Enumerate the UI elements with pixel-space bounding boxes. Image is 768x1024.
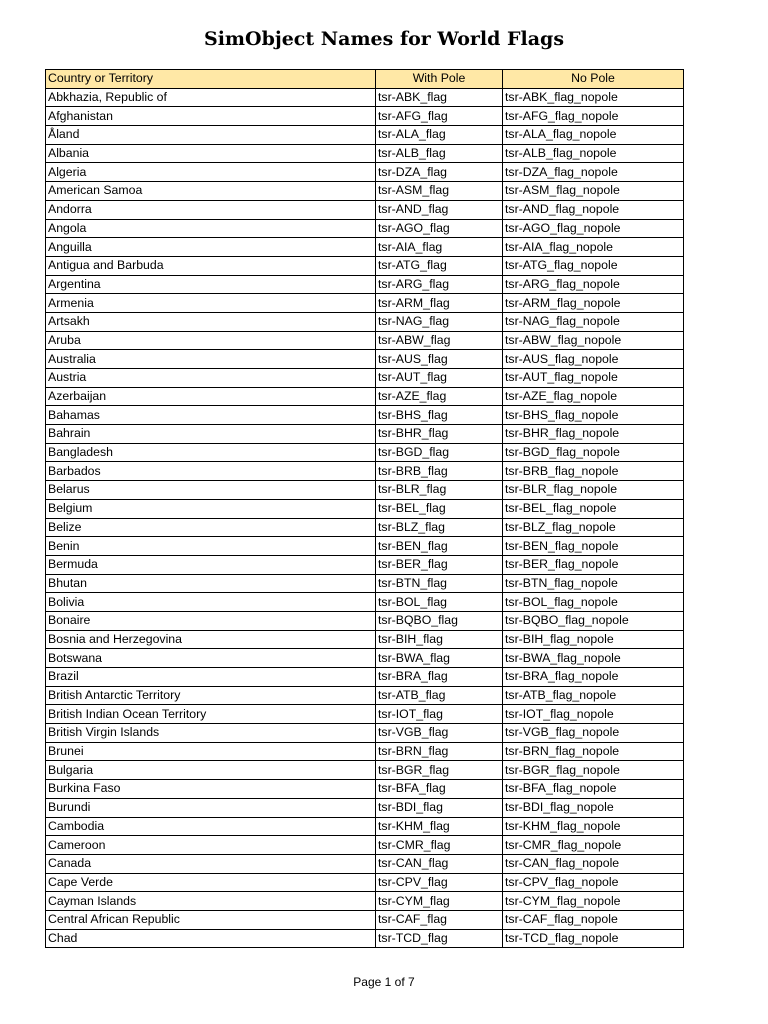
table-header-row <box>46 70 684 89</box>
no-pole-cell: tsr-BWA_flag_nopole <box>503 649 684 668</box>
with-pole-cell: tsr-BGD_flag <box>376 443 503 462</box>
no-pole-cell: tsr-CYM_flag_nopole <box>503 892 684 911</box>
table-row <box>46 238 684 257</box>
country-cell: Bosnia and Herzegovina <box>46 630 376 649</box>
country-cell: Chad <box>46 929 376 948</box>
country-cell: Central African Republic <box>46 910 376 929</box>
table-row <box>46 518 684 537</box>
country-cell: Bonaire <box>46 611 376 630</box>
with-pole-cell: tsr-BRN_flag <box>376 742 503 761</box>
with-pole-cell: tsr-NAG_flag <box>376 312 503 331</box>
with-pole-cell: tsr-ALB_flag <box>376 144 503 163</box>
header-country: Country or Territory <box>46 70 376 89</box>
no-pole-cell: tsr-VGB_flag_nopole <box>503 724 684 743</box>
country-cell: Cape Verde <box>46 873 376 892</box>
country-cell: Cambodia <box>46 817 376 836</box>
table-row <box>46 910 684 929</box>
table-body <box>46 88 684 948</box>
table-row <box>46 107 684 126</box>
country-cell: British Indian Ocean Territory <box>46 705 376 724</box>
table-row <box>46 555 684 574</box>
no-pole-cell: tsr-AND_flag_nopole <box>503 200 684 219</box>
country-cell: Bahamas <box>46 406 376 425</box>
with-pole-cell: tsr-CPV_flag <box>376 873 503 892</box>
table-row <box>46 929 684 948</box>
with-pole-cell: tsr-BRB_flag <box>376 462 503 481</box>
header-no-pole: No Pole <box>503 70 684 89</box>
no-pole-cell: tsr-ARG_flag_nopole <box>503 275 684 294</box>
country-cell: Burundi <box>46 798 376 817</box>
with-pole-cell: tsr-AUT_flag <box>376 369 503 388</box>
with-pole-cell: tsr-BFA_flag <box>376 780 503 799</box>
country-cell: Bolivia <box>46 593 376 612</box>
no-pole-cell: tsr-BQBO_flag_nopole <box>503 611 684 630</box>
with-pole-cell: tsr-AZE_flag <box>376 387 503 406</box>
country-cell: Bangladesh <box>46 443 376 462</box>
table-row <box>46 219 684 238</box>
country-cell: Cameroon <box>46 836 376 855</box>
country-cell: Barbados <box>46 462 376 481</box>
country-cell: Azerbaijan <box>46 387 376 406</box>
with-pole-cell: tsr-BEL_flag <box>376 499 503 518</box>
with-pole-cell: tsr-CYM_flag <box>376 892 503 911</box>
no-pole-cell: tsr-BFA_flag_nopole <box>503 780 684 799</box>
with-pole-cell: tsr-IOT_flag <box>376 705 503 724</box>
table-row <box>46 481 684 500</box>
table-row <box>46 369 684 388</box>
country-cell: Bahrain <box>46 425 376 444</box>
no-pole-cell: tsr-ABW_flag_nopole <box>503 331 684 350</box>
country-cell: Belarus <box>46 481 376 500</box>
table-row <box>46 854 684 873</box>
country-cell: British Antarctic Territory <box>46 686 376 705</box>
with-pole-cell: tsr-AFG_flag <box>376 107 503 126</box>
with-pole-cell: tsr-BEN_flag <box>376 537 503 556</box>
no-pole-cell: tsr-BLR_flag_nopole <box>503 481 684 500</box>
country-cell: Afghanistan <box>46 107 376 126</box>
with-pole-cell: tsr-CAN_flag <box>376 854 503 873</box>
table-row <box>46 294 684 313</box>
country-cell: Botswana <box>46 649 376 668</box>
table-row <box>46 686 684 705</box>
no-pole-cell: tsr-BRA_flag_nopole <box>503 668 684 687</box>
page-title: SimObject Names for World Flags <box>203 28 565 50</box>
no-pole-cell: tsr-ABK_flag_nopole <box>503 88 684 107</box>
table-row <box>46 163 684 182</box>
with-pole-cell: tsr-AUS_flag <box>376 350 503 369</box>
no-pole-cell: tsr-BHS_flag_nopole <box>503 406 684 425</box>
no-pole-cell: tsr-ATG_flag_nopole <box>503 256 684 275</box>
table-row <box>46 331 684 350</box>
table-row <box>46 668 684 687</box>
table-row <box>46 425 684 444</box>
country-cell: Burkina Faso <box>46 780 376 799</box>
table-row <box>46 499 684 518</box>
no-pole-cell: tsr-CMR_flag_nopole <box>503 836 684 855</box>
no-pole-cell: tsr-BRN_flag_nopole <box>503 742 684 761</box>
no-pole-cell: tsr-BGR_flag_nopole <box>503 761 684 780</box>
no-pole-cell: tsr-BEN_flag_nopole <box>503 537 684 556</box>
table-row <box>46 742 684 761</box>
no-pole-cell: tsr-BOL_flag_nopole <box>503 593 684 612</box>
no-pole-cell: tsr-AGO_flag_nopole <box>503 219 684 238</box>
with-pole-cell: tsr-BHR_flag <box>376 425 503 444</box>
no-pole-cell: tsr-IOT_flag_nopole <box>503 705 684 724</box>
country-cell: Argentina <box>46 275 376 294</box>
no-pole-cell: tsr-BIH_flag_nopole <box>503 630 684 649</box>
no-pole-cell: tsr-BDI_flag_nopole <box>503 798 684 817</box>
with-pole-cell: tsr-BDI_flag <box>376 798 503 817</box>
table-row <box>46 705 684 724</box>
table-row <box>46 200 684 219</box>
no-pole-cell: tsr-BLZ_flag_nopole <box>503 518 684 537</box>
country-cell: Albania <box>46 144 376 163</box>
no-pole-cell: tsr-BEL_flag_nopole <box>503 499 684 518</box>
with-pole-cell: tsr-ABK_flag <box>376 88 503 107</box>
table-row <box>46 724 684 743</box>
no-pole-cell: tsr-DZA_flag_nopole <box>503 163 684 182</box>
page-footer: Page 1 of 7 <box>353 975 415 989</box>
country-cell: Bermuda <box>46 555 376 574</box>
country-cell: Austria <box>46 369 376 388</box>
with-pole-cell: tsr-BTN_flag <box>376 574 503 593</box>
country-cell: Brazil <box>46 668 376 687</box>
no-pole-cell: tsr-BHR_flag_nopole <box>503 425 684 444</box>
country-cell: Angola <box>46 219 376 238</box>
table-row <box>46 537 684 556</box>
no-pole-cell: tsr-AUT_flag_nopole <box>503 369 684 388</box>
table-row <box>46 593 684 612</box>
table-row <box>46 761 684 780</box>
with-pole-cell: tsr-CAF_flag <box>376 910 503 929</box>
table-row <box>46 275 684 294</box>
country-cell: Andorra <box>46 200 376 219</box>
table-row <box>46 649 684 668</box>
no-pole-cell: tsr-BRB_flag_nopole <box>503 462 684 481</box>
no-pole-cell: tsr-ARM_flag_nopole <box>503 294 684 313</box>
table-row <box>46 144 684 163</box>
country-cell: Bhutan <box>46 574 376 593</box>
no-pole-cell: tsr-BTN_flag_nopole <box>503 574 684 593</box>
table-row <box>46 892 684 911</box>
country-cell: Armenia <box>46 294 376 313</box>
table-row <box>46 88 684 107</box>
table-row <box>46 350 684 369</box>
country-cell: Algeria <box>46 163 376 182</box>
with-pole-cell: tsr-ALA_flag <box>376 126 503 145</box>
no-pole-cell: tsr-BER_flag_nopole <box>503 555 684 574</box>
table-row <box>46 630 684 649</box>
table-row <box>46 780 684 799</box>
no-pole-cell: tsr-CAF_flag_nopole <box>503 910 684 929</box>
table-row <box>46 817 684 836</box>
no-pole-cell: tsr-AUS_flag_nopole <box>503 350 684 369</box>
no-pole-cell: tsr-ASM_flag_nopole <box>503 182 684 201</box>
with-pole-cell: tsr-ASM_flag <box>376 182 503 201</box>
no-pole-cell: tsr-ALB_flag_nopole <box>503 144 684 163</box>
country-cell: Antigua and Barbuda <box>46 256 376 275</box>
with-pole-cell: tsr-BER_flag <box>376 555 503 574</box>
with-pole-cell: tsr-DZA_flag <box>376 163 503 182</box>
country-cell: Canada <box>46 854 376 873</box>
table-row <box>46 443 684 462</box>
country-cell: Abkhazia, Republic of <box>46 88 376 107</box>
country-cell: Australia <box>46 350 376 369</box>
country-cell: Bulgaria <box>46 761 376 780</box>
with-pole-cell: tsr-BWA_flag <box>376 649 503 668</box>
table-row <box>46 126 684 145</box>
with-pole-cell: tsr-BQBO_flag <box>376 611 503 630</box>
country-cell: Anguilla <box>46 238 376 257</box>
with-pole-cell: tsr-BOL_flag <box>376 593 503 612</box>
with-pole-cell: tsr-AIA_flag <box>376 238 503 257</box>
no-pole-cell: tsr-CAN_flag_nopole <box>503 854 684 873</box>
country-cell: Åland <box>46 126 376 145</box>
with-pole-cell: tsr-TCD_flag <box>376 929 503 948</box>
flags-table <box>45 69 684 948</box>
table-row <box>46 836 684 855</box>
with-pole-cell: tsr-AGO_flag <box>376 219 503 238</box>
header-with-pole: With Pole <box>376 70 503 89</box>
country-cell: American Samoa <box>46 182 376 201</box>
table-row <box>46 256 684 275</box>
country-cell: British Virgin Islands <box>46 724 376 743</box>
with-pole-cell: tsr-ATB_flag <box>376 686 503 705</box>
no-pole-cell: tsr-CPV_flag_nopole <box>503 873 684 892</box>
no-pole-cell: tsr-TCD_flag_nopole <box>503 929 684 948</box>
with-pole-cell: tsr-BIH_flag <box>376 630 503 649</box>
country-cell: Brunei <box>46 742 376 761</box>
with-pole-cell: tsr-BRA_flag <box>376 668 503 687</box>
with-pole-cell: tsr-ATG_flag <box>376 256 503 275</box>
with-pole-cell: tsr-ARM_flag <box>376 294 503 313</box>
country-cell: Belize <box>46 518 376 537</box>
country-cell: Artsakh <box>46 312 376 331</box>
with-pole-cell: tsr-VGB_flag <box>376 724 503 743</box>
table-row <box>46 798 684 817</box>
country-cell: Benin <box>46 537 376 556</box>
no-pole-cell: tsr-NAG_flag_nopole <box>503 312 684 331</box>
country-cell: Cayman Islands <box>46 892 376 911</box>
country-cell: Belgium <box>46 499 376 518</box>
table-row <box>46 574 684 593</box>
table-row <box>46 462 684 481</box>
table-row <box>46 611 684 630</box>
with-pole-cell: tsr-ABW_flag <box>376 331 503 350</box>
no-pole-cell: tsr-AFG_flag_nopole <box>503 107 684 126</box>
table-row <box>46 312 684 331</box>
table-row <box>46 387 684 406</box>
with-pole-cell: tsr-AND_flag <box>376 200 503 219</box>
with-pole-cell: tsr-ARG_flag <box>376 275 503 294</box>
with-pole-cell: tsr-BHS_flag <box>376 406 503 425</box>
no-pole-cell: tsr-AIA_flag_nopole <box>503 238 684 257</box>
no-pole-cell: tsr-BGD_flag_nopole <box>503 443 684 462</box>
table-row <box>46 406 684 425</box>
table-row <box>46 182 684 201</box>
with-pole-cell: tsr-BLZ_flag <box>376 518 503 537</box>
no-pole-cell: tsr-ATB_flag_nopole <box>503 686 684 705</box>
no-pole-cell: tsr-KHM_flag_nopole <box>503 817 684 836</box>
table-row <box>46 873 684 892</box>
no-pole-cell: tsr-ALA_flag_nopole <box>503 126 684 145</box>
no-pole-cell: tsr-AZE_flag_nopole <box>503 387 684 406</box>
with-pole-cell: tsr-BGR_flag <box>376 761 503 780</box>
with-pole-cell: tsr-BLR_flag <box>376 481 503 500</box>
with-pole-cell: tsr-CMR_flag <box>376 836 503 855</box>
country-cell: Aruba <box>46 331 376 350</box>
with-pole-cell: tsr-KHM_flag <box>376 817 503 836</box>
